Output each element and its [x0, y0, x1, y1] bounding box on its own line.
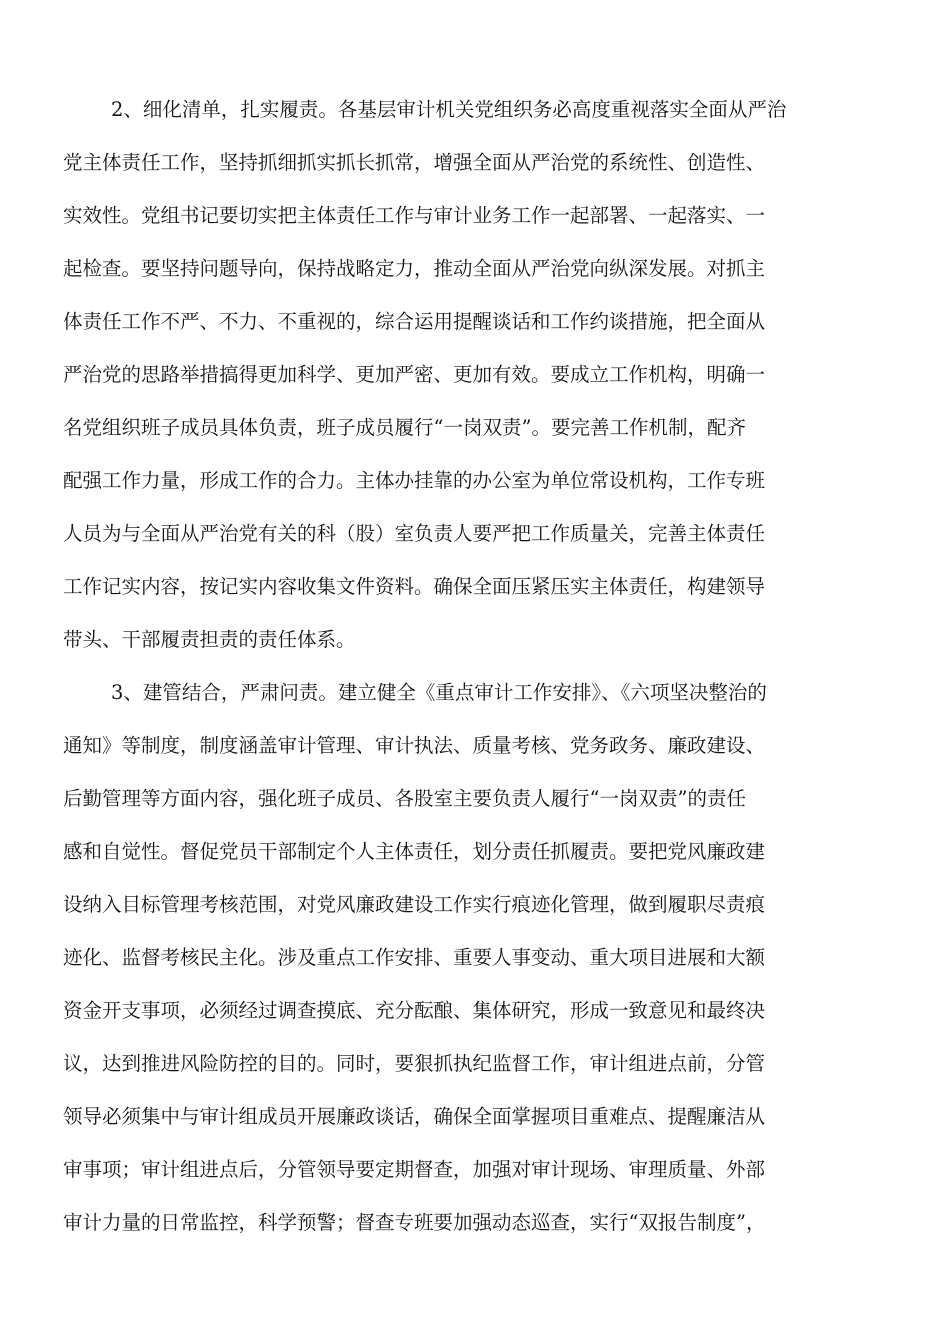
paragraph-2-line-6: 迹化、监督考核民主化。涉及重点工作安排、重要人事变动、重大项目进展和大额: [63, 946, 766, 969]
paragraph-1-line-2: 党主体责任工作，坚持抓细抓实抓长抓常，增强全面从严治党的系统性、创造性、: [63, 151, 766, 174]
paragraph-2-line-2: 通知》等制度，制度涵盖审计管理、审计执法、质量考核、党务政务、廉政建设、: [63, 734, 766, 757]
paragraph-1-line-10: 工作记实内容，按记实内容收集文件资料。确保全面压紧压实主体责任，构建领导: [63, 575, 766, 598]
paragraph-1-line-9: 人员为与全面从严治党有关的科（股）室负责人要严把工作质量关，完善主体责任: [63, 522, 766, 545]
paragraph-2-line-7: 资金开支事项，必须经过调查摸底、充分酝酿、集体研究，形成一致意见和最终决: [63, 999, 766, 1022]
paragraph-1-line-1: 2、细化清单，扎实履责。各基层审计机关党组织务必高度重视落实全面从严治: [111, 98, 787, 121]
paragraph-1-line-7: 名党组织班子成员具体负责，班子成员履行“一岗双责”。要完善工作机制，配齐: [63, 416, 746, 439]
paragraph-2-line-5: 设纳入目标管理考核范围，对党风廉政建设工作实行痕迹化管理，做到履职尽责痕: [63, 893, 766, 916]
document-body: [63, 0, 893, 1344]
paragraph-2-line-11: 审计力量的日常监控，科学预警；督查专班要加强动态巡查，实行“双报告制度”，: [63, 1211, 766, 1234]
paragraph-2-line-3: 后勤管理等方面内容，强化班子成员、各股室主要负责人履行“一岗双责”的责任: [63, 787, 746, 810]
paragraph-2-line-9: 领导必须集中与审计组成员开展廉政谈话，确保全面掌握项目重难点、提醒廉洁从: [63, 1105, 766, 1128]
paragraph-2-line-4: 感和自觉性。督促党员干部制定个人主体责任，划分责任抓履责。要把党风廉政建: [63, 840, 766, 863]
paragraph-1-line-6: 严治党的思路举措搞得更加科学、更加严密、更加有效。要成立工作机构，明确一: [63, 363, 766, 386]
paragraph-1-line-8: 配强工作力量，形成工作的合力。主体办挂靠的办公室为单位常设机构，工作专班: [63, 469, 766, 492]
paragraph-2-line-10: 审事项；审计组进点后，分管领导要定期督查，加强对审计现场、审理质量、外部: [63, 1158, 766, 1181]
paragraph-2-line-8: 议，达到推进风险防控的目的。同时，要狠抓执纪监督工作，审计组进点前，分管: [63, 1052, 766, 1075]
paragraph-1-line-4: 起检查。要坚持问题导向，保持战略定力，推动全面从严治党向纵深发展。对抓主: [63, 257, 766, 280]
paragraph-1-line-3: 实效性。党组书记要切实把主体责任工作与审计业务工作一起部署、一起落实、一: [63, 204, 766, 227]
paragraph-1-line-11: 带头、干部履责担责的责任体系。: [63, 628, 356, 651]
paragraph-2-line-1: 3、建管结合，严肃问责。建立健全《重点审计工作安排》、《六项坚决整治的: [111, 681, 767, 704]
paragraph-1-line-5: 体责任工作不严、不力、不重视的，综合运用提醒谈话和工作约谈措施，把全面从: [63, 310, 766, 333]
